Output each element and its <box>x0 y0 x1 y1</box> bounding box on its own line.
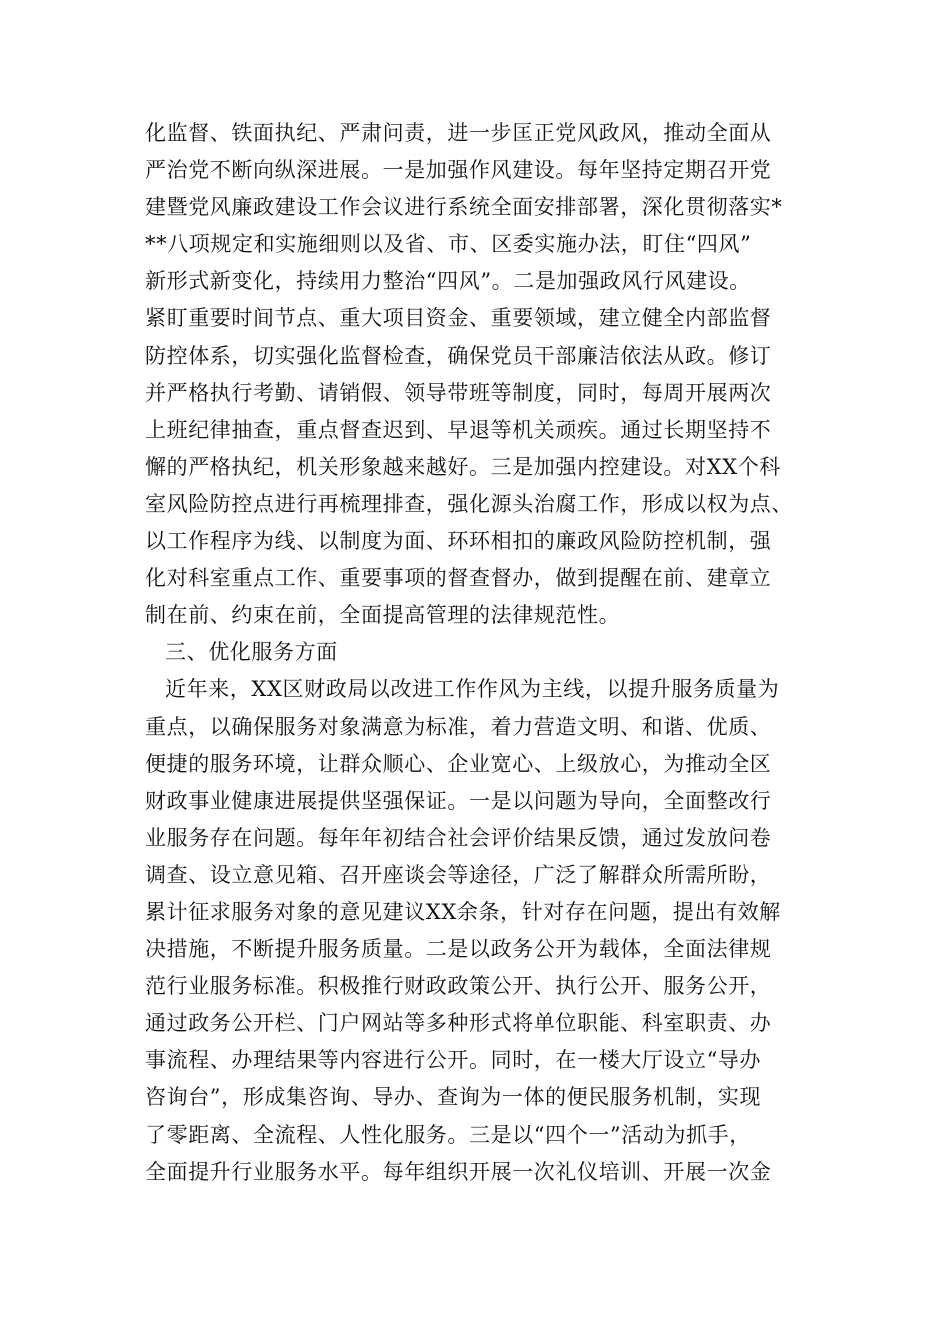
text-line: 通过政务公开栏、门户网站等多种形式将单位职能、科室职责、办 <box>145 1011 772 1036</box>
text-line: 全面提升行业服务水平。每年组织开展一次礼仪培训、开展一次金 <box>145 1159 772 1184</box>
text-line: 事流程、办理结果等内容进行公开。同时，在一楼大厅设立“导办 <box>145 1048 762 1073</box>
text-line: 以工作程序为线、以制度为面、环环相扣的廉政风险防控机制，强 <box>145 529 772 554</box>
text-line: 决措施，不断提升服务质量。二是以政务公开为载体，全面法律规 <box>145 937 772 962</box>
paragraph-first-line: 近年来，XX区财政局以改进工作作风为主线，以提升服务质量为 <box>165 677 780 702</box>
text-line: 并严格执行考勤、请销假、领导带班等制度，同时，每周开展两次 <box>145 380 772 405</box>
body-text <box>145 115 815 1191</box>
text-line: 上班纪律抽查，重点督查迟到、早退等机关顽疾。通过长期坚持不 <box>145 417 772 442</box>
text-line: 业服务存在问题。每年年初结合社会评价结果反馈，通过发放问卷 <box>145 825 772 850</box>
text-line: 严治党不断向纵深进展。一是加强作风建设。每年坚持定期召开党 <box>145 158 772 183</box>
text-line: 紧盯重要时间节点、重大项目资金、重要领域，建立健全内部监督 <box>145 306 772 331</box>
text-line: 建暨党风廉政建设工作会议进行系统全面安排部署，深化贯彻落实* <box>145 195 783 220</box>
text-line: 重点，以确保服务对象满意为标准，着力营造文明、和谐、优质、 <box>145 714 772 739</box>
text-line: 财政事业健康进展提供坚强保证。一是以问题为导向，全面整改行 <box>145 788 772 813</box>
text-line: 懈的严格执纪，机关形象越来越好。三是加强内控建设。对XX个科 <box>145 454 781 479</box>
text-line: 调查、设立意见箱、召开座谈会等途径，广泛了解群众所需所盼， <box>145 862 772 887</box>
section-heading: 三、优化服务方面 <box>165 640 338 665</box>
text-line: 了零距离、全流程、人性化服务。三是以“四个一”活动为抓手， <box>145 1122 751 1147</box>
text-line: 新形式新变化，持续用力整治“四风”。二是加强政风行风建设。 <box>145 269 751 294</box>
text-line: 累计征求服务对象的意见建议XX余条，针对存在问题，提出有效解 <box>145 899 781 924</box>
text-line: 范行业服务标准。积极推行财政政策公开、执行公开、服务公开， <box>145 974 772 999</box>
text-line: 化对科室重点工作、重要事项的督查督办，做到提醒在前、建章立 <box>145 566 772 591</box>
text-line: 防控体系，切实强化监督检查，确保党员干部廉洁依法从政。修订 <box>145 343 772 368</box>
text-line: 便捷的服务环境，让群众顺心、企业宽心、上级放心，为推动全区 <box>145 751 772 776</box>
text-line: 室风险防控点进行再梳理排查，强化源头治腐工作，形成以权为点、 <box>145 491 793 516</box>
text-line: 制在前、约束在前，全面提高管理的法律规范性。 <box>145 603 621 628</box>
text-line: **八项规定和实施细则以及省、市、区委实施办法，盯住“四风” <box>145 232 752 257</box>
text-line: 咨询台”，形成集咨询、导办、查询为一体的便民服务机制，实现 <box>145 1085 762 1110</box>
text-line: 化监督、铁面执纪、严肃问责，进一步匡正党风政风，推动全面从 <box>145 121 772 145</box>
